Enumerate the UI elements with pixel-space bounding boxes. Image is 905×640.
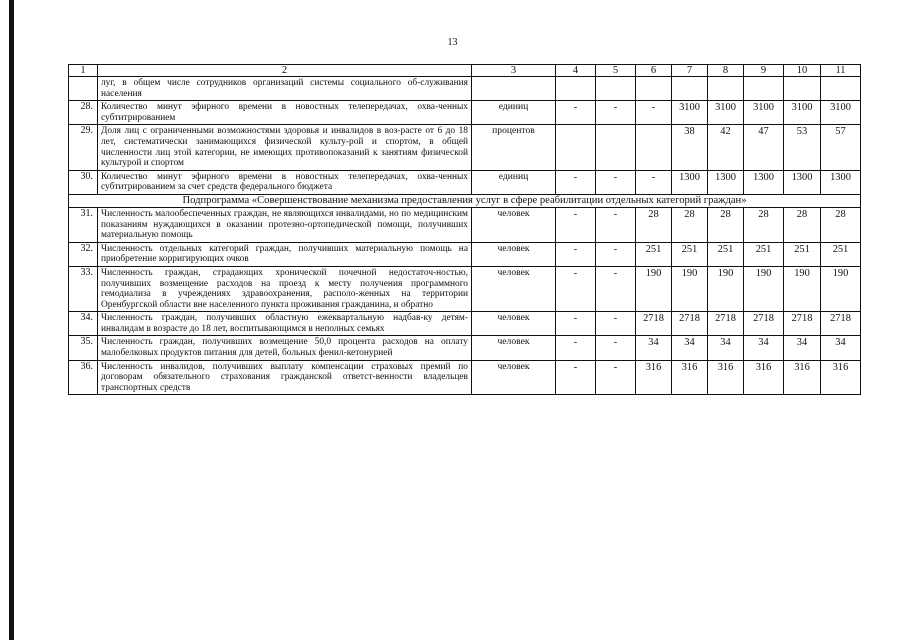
indicator-name: Численность малообеспеченных граждан, не являющихся инвалидами, но по медицинским показаниям нуждающихся в оказании протезно-ортопедической помощи, получивших материальную помощь bbox=[98, 207, 472, 242]
value-col-8: 1300 bbox=[708, 170, 744, 194]
row-number: 30. bbox=[69, 170, 98, 194]
subprogram-title: Подпрограмма «Совершенствование механизма предоставления услуг в сфере реабилитации отдельных категорий граждан» bbox=[69, 194, 861, 207]
value-col-9: 28 bbox=[744, 207, 784, 242]
value-col-11 bbox=[821, 77, 861, 101]
value-col-8: 251 bbox=[708, 242, 744, 266]
value-col-11: 2718 bbox=[821, 312, 861, 336]
indicator-name: Количество минут эфирного времени в новостных телепередачах, охва-ченных субтитрированием bbox=[98, 101, 472, 125]
value-col-7: 28 bbox=[672, 207, 708, 242]
table-row bbox=[69, 266, 861, 311]
value-col-11: 57 bbox=[821, 125, 861, 170]
value-col-5: - bbox=[596, 360, 636, 395]
value-col-8: 190 bbox=[708, 266, 744, 311]
unit-of-measure: единиц bbox=[472, 170, 556, 194]
column-number-row bbox=[69, 65, 861, 77]
indicators-table bbox=[68, 64, 861, 395]
value-col-10: 251 bbox=[784, 242, 821, 266]
value-col-5: - bbox=[596, 101, 636, 125]
value-col-11: 28 bbox=[821, 207, 861, 242]
indicator-name: Численность граждан, получивших возмещение 50,0 процента расходов на оплату малобелковых продуктов питания для детей, больных фенил-кетонурией bbox=[98, 336, 472, 360]
value-col-9: 316 bbox=[744, 360, 784, 395]
page-number: 13 bbox=[447, 37, 458, 48]
value-col-4: - bbox=[556, 312, 596, 336]
value-col-10: 316 bbox=[784, 360, 821, 395]
column-header: 1 bbox=[69, 65, 98, 77]
value-col-10: 28 bbox=[784, 207, 821, 242]
value-col-4: - bbox=[556, 266, 596, 311]
value-col-11: 190 bbox=[821, 266, 861, 311]
value-col-10: 3100 bbox=[784, 101, 821, 125]
value-col-7: 38 bbox=[672, 125, 708, 170]
row-number: 36. bbox=[69, 360, 98, 395]
value-col-5: - bbox=[596, 266, 636, 311]
column-header: 9 bbox=[744, 65, 784, 77]
column-header: 5 bbox=[596, 65, 636, 77]
value-col-6 bbox=[636, 77, 672, 101]
value-col-6: 190 bbox=[636, 266, 672, 311]
value-col-6: 28 bbox=[636, 207, 672, 242]
table-row bbox=[69, 77, 861, 101]
indicator-name: Количество минут эфирного времени в новостных телепередачах, охва-ченных субтитрированием за счет средств федерального бюджета bbox=[98, 170, 472, 194]
value-col-10: 1300 bbox=[784, 170, 821, 194]
value-col-4: - bbox=[556, 360, 596, 395]
table-row bbox=[69, 101, 861, 125]
row-number: 34. bbox=[69, 312, 98, 336]
value-col-8: 28 bbox=[708, 207, 744, 242]
value-col-5: - bbox=[596, 242, 636, 266]
indicator-name: луг, в общем числе сотрудников организаций системы социального об-служивания населения bbox=[98, 77, 472, 101]
column-header: 3 bbox=[472, 65, 556, 77]
table-body bbox=[69, 77, 861, 395]
unit-of-measure: единиц bbox=[472, 101, 556, 125]
row-number: 31. bbox=[69, 207, 98, 242]
column-header: 6 bbox=[636, 65, 672, 77]
value-col-4: - bbox=[556, 101, 596, 125]
unit-of-measure: человек bbox=[472, 242, 556, 266]
table-row bbox=[69, 170, 861, 194]
value-col-11: 251 bbox=[821, 242, 861, 266]
column-header: 8 bbox=[708, 65, 744, 77]
unit-of-measure: человек bbox=[472, 207, 556, 242]
value-col-8: 34 bbox=[708, 336, 744, 360]
value-col-5 bbox=[596, 125, 636, 170]
table-row bbox=[69, 336, 861, 360]
column-header: 4 bbox=[556, 65, 596, 77]
value-col-10: 34 bbox=[784, 336, 821, 360]
column-header: 2 bbox=[98, 65, 472, 77]
value-col-9: 1300 bbox=[744, 170, 784, 194]
value-col-7: 2718 bbox=[672, 312, 708, 336]
value-col-6: - bbox=[636, 101, 672, 125]
value-col-11: 1300 bbox=[821, 170, 861, 194]
value-col-7: 251 bbox=[672, 242, 708, 266]
indicator-name: Численность инвалидов, получивших выплату компенсации страховых премий по договорам обязательного страхования гражданской ответст-венности владельцев транспортных средств bbox=[98, 360, 472, 395]
value-col-11: 34 bbox=[821, 336, 861, 360]
unit-of-measure bbox=[472, 77, 556, 101]
indicator-name: Численность граждан, получивших областную ежеквартальную надбав-ку детям-инвалидам в возрасте до 18 лет, воспитывающимся в неполных семьях bbox=[98, 312, 472, 336]
column-header: 10 bbox=[784, 65, 821, 77]
table-row bbox=[69, 125, 861, 170]
value-col-8 bbox=[708, 77, 744, 101]
row-number: 33. bbox=[69, 266, 98, 311]
value-col-7: 190 bbox=[672, 266, 708, 311]
value-col-7: 3100 bbox=[672, 101, 708, 125]
value-col-6: 316 bbox=[636, 360, 672, 395]
value-col-4: - bbox=[556, 207, 596, 242]
value-col-11: 316 bbox=[821, 360, 861, 395]
value-col-4 bbox=[556, 125, 596, 170]
subprogram-row bbox=[69, 194, 861, 207]
value-col-10: 190 bbox=[784, 266, 821, 311]
value-col-11: 3100 bbox=[821, 101, 861, 125]
value-col-5: - bbox=[596, 170, 636, 194]
unit-of-measure: человек bbox=[472, 312, 556, 336]
column-header: 11 bbox=[821, 65, 861, 77]
value-col-7: 316 bbox=[672, 360, 708, 395]
value-col-9: 47 bbox=[744, 125, 784, 170]
value-col-9: 34 bbox=[744, 336, 784, 360]
value-col-4: - bbox=[556, 170, 596, 194]
row-number: 32. bbox=[69, 242, 98, 266]
value-col-7 bbox=[672, 77, 708, 101]
indicator-name: Численность отдельных категорий граждан, получивших материальную помощь на приобретение корригирующих очков bbox=[98, 242, 472, 266]
table-row bbox=[69, 312, 861, 336]
table-row bbox=[69, 207, 861, 242]
value-col-6: 251 bbox=[636, 242, 672, 266]
unit-of-measure: процентов bbox=[472, 125, 556, 170]
value-col-7: 34 bbox=[672, 336, 708, 360]
value-col-9: 190 bbox=[744, 266, 784, 311]
value-col-6: - bbox=[636, 170, 672, 194]
value-col-8: 2718 bbox=[708, 312, 744, 336]
value-col-4: - bbox=[556, 336, 596, 360]
indicator-name: Доля лиц с ограниченными возможностями здоровья и инвалидов в воз-расте от 6 до 18 лет, систематически занимающихся физической культу-рой и спортом, в общей численности лиц этой категории, не имеющих противопоказаний к занятиям физической культурой и спортом bbox=[98, 125, 472, 170]
value-col-6: 2718 bbox=[636, 312, 672, 336]
value-col-5 bbox=[596, 77, 636, 101]
value-col-9: 251 bbox=[744, 242, 784, 266]
value-col-6 bbox=[636, 125, 672, 170]
value-col-9: 3100 bbox=[744, 101, 784, 125]
row-number: 28. bbox=[69, 101, 98, 125]
value-col-4 bbox=[556, 77, 596, 101]
unit-of-measure: человек bbox=[472, 266, 556, 311]
row-number bbox=[69, 77, 98, 101]
value-col-4: - bbox=[556, 242, 596, 266]
unit-of-measure: человек bbox=[472, 336, 556, 360]
value-col-7: 1300 bbox=[672, 170, 708, 194]
value-col-8: 42 bbox=[708, 125, 744, 170]
value-col-9: 2718 bbox=[744, 312, 784, 336]
value-col-9 bbox=[744, 77, 784, 101]
value-col-10: 53 bbox=[784, 125, 821, 170]
table-row bbox=[69, 360, 861, 395]
value-col-5: - bbox=[596, 312, 636, 336]
value-col-10 bbox=[784, 77, 821, 101]
value-col-5: - bbox=[596, 207, 636, 242]
left-margin-bar bbox=[9, 0, 14, 640]
table-row bbox=[69, 242, 861, 266]
value-col-5: - bbox=[596, 336, 636, 360]
value-col-8: 3100 bbox=[708, 101, 744, 125]
value-col-10: 2718 bbox=[784, 312, 821, 336]
row-number: 35. bbox=[69, 336, 98, 360]
unit-of-measure: человек bbox=[472, 360, 556, 395]
value-col-6: 34 bbox=[636, 336, 672, 360]
row-number: 29. bbox=[69, 125, 98, 170]
indicator-name: Численность граждан, страдающих хронической почечной недостаточ-ностью, получивших возмещение расходов на проезд к месту получения программного гемодиализа в учреждениях здравоохранения, располо-женных на территории Оренбургской области вне населенного пункта проживания гражданина, и обратно bbox=[98, 266, 472, 311]
column-header: 7 bbox=[672, 65, 708, 77]
value-col-8: 316 bbox=[708, 360, 744, 395]
